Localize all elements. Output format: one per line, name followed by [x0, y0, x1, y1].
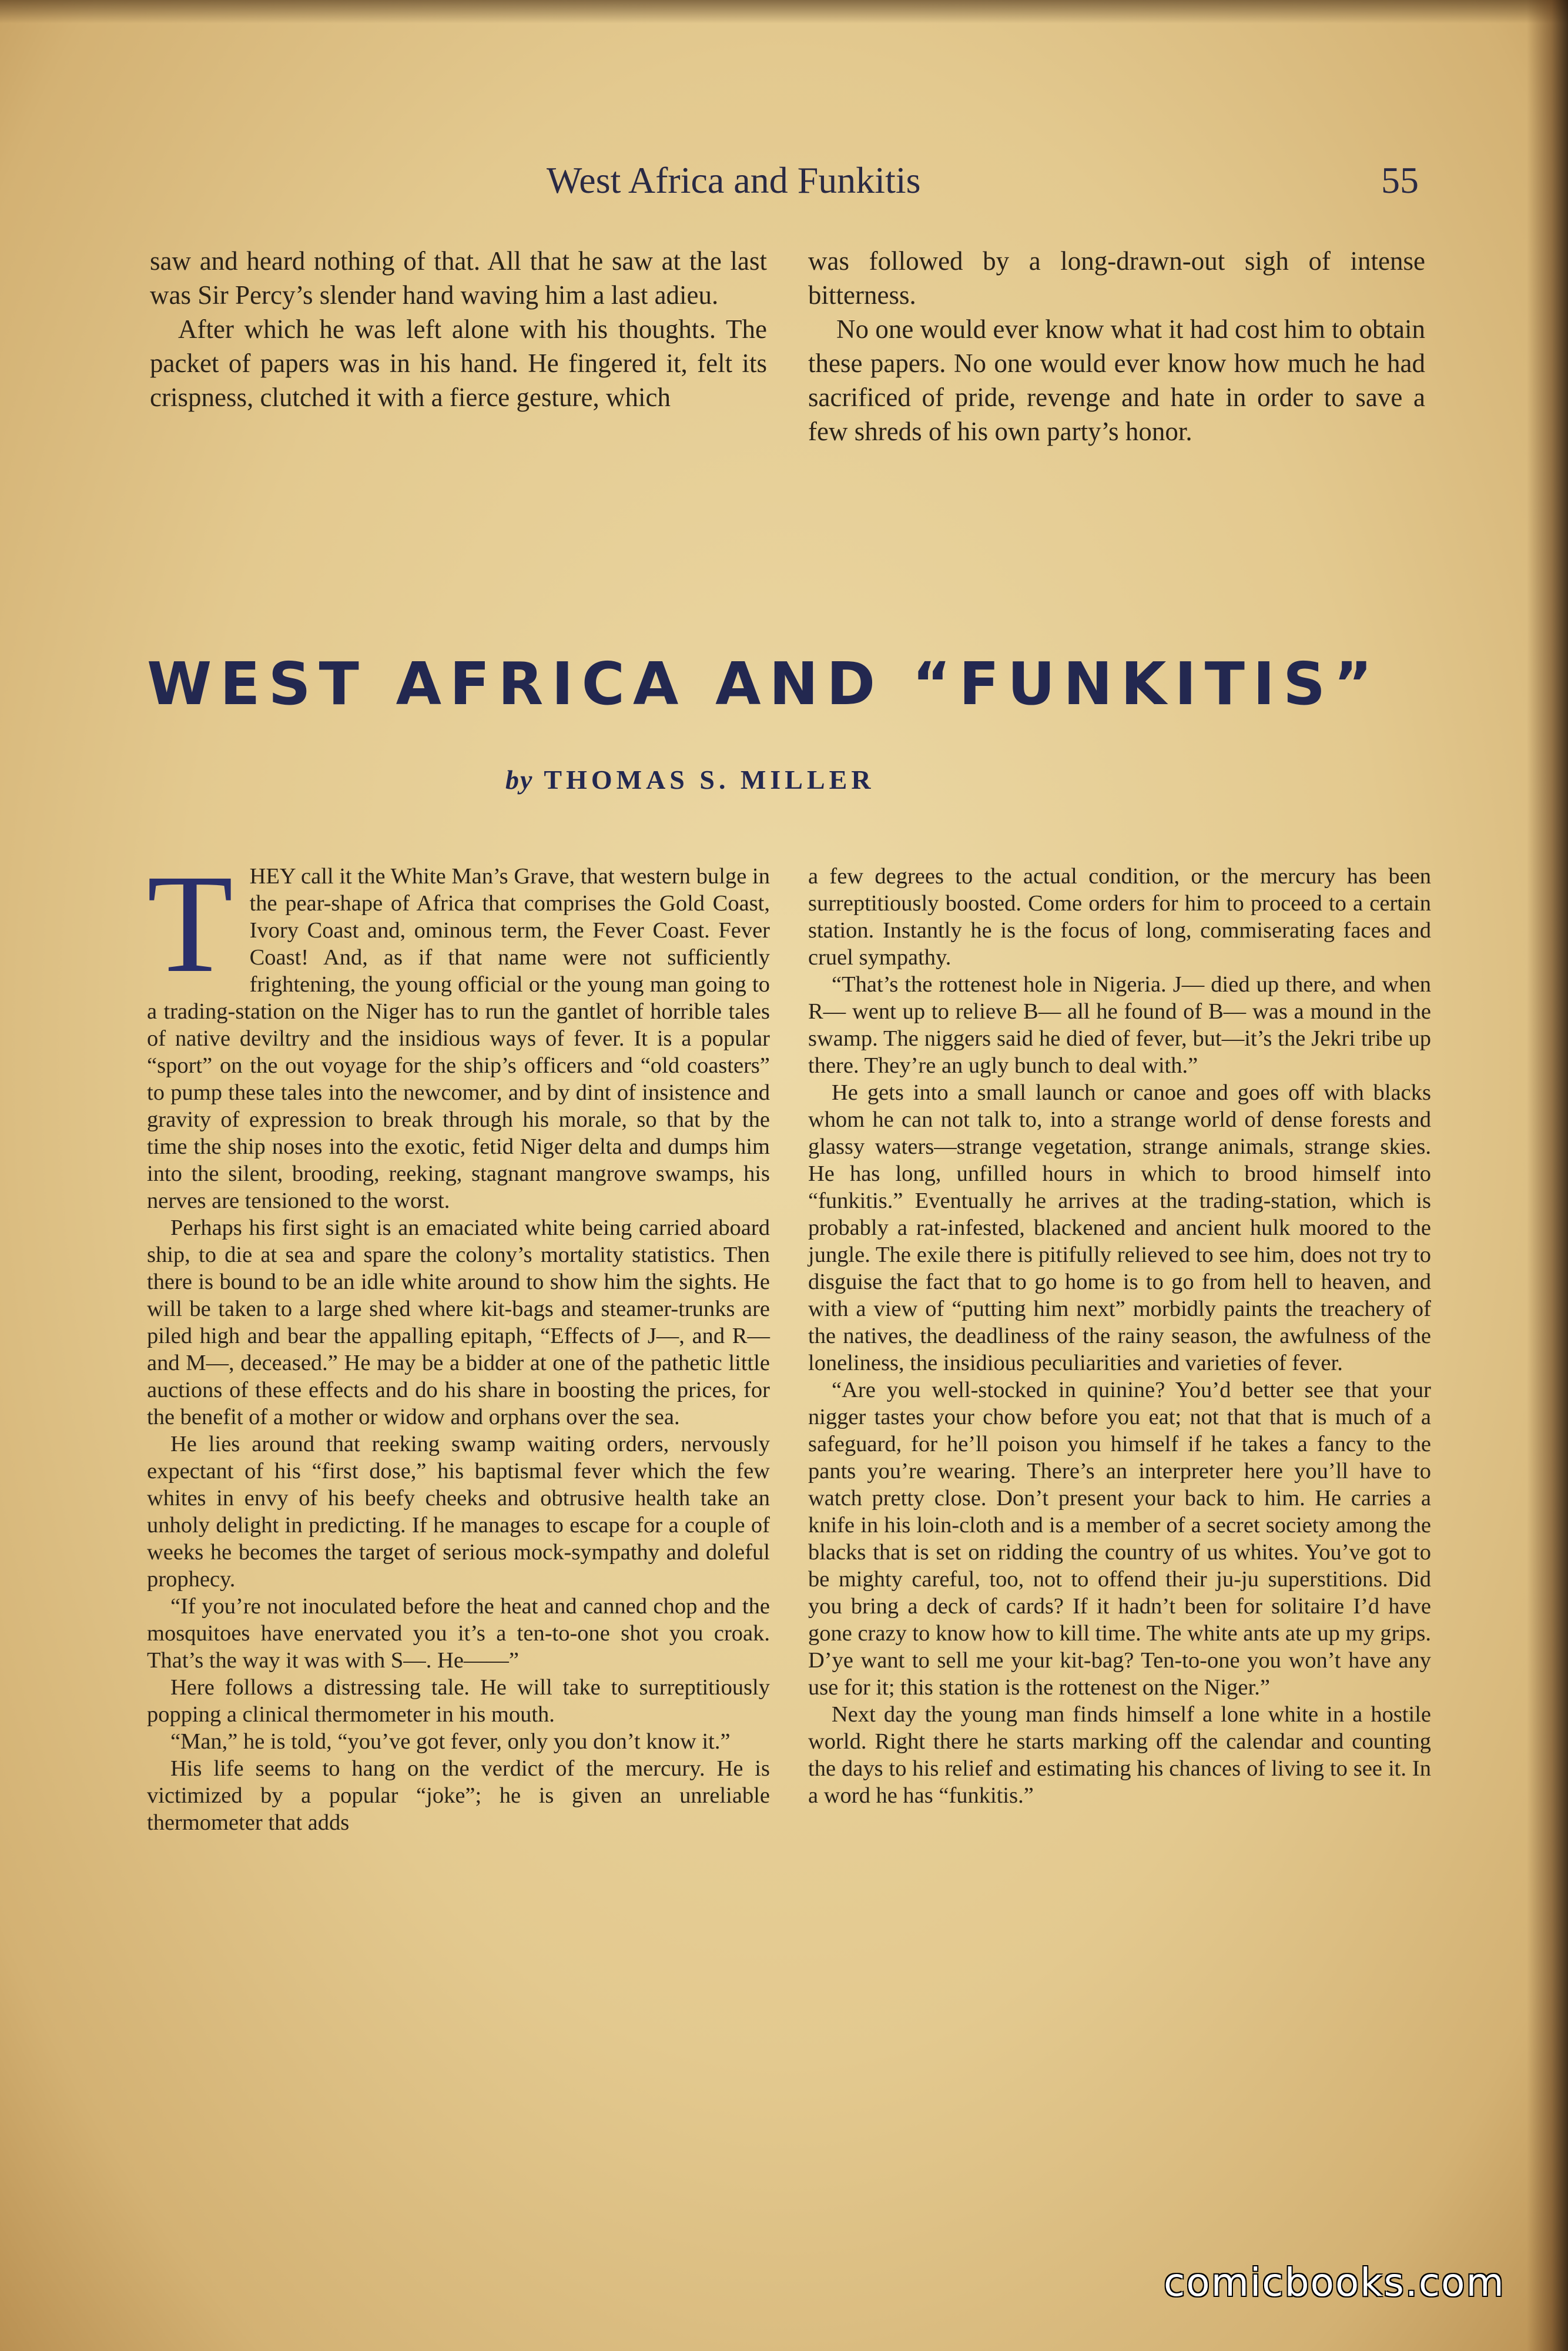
page-top-shadow	[0, 0, 1568, 24]
watermark-logo: comicbooks.com	[1164, 2260, 1505, 2305]
paragraph: “If you’re not inoculated before the heat and canned chop and the mosquitoes have enervated you it’s a ten-to-one shot you croak. That’s the way it was with S—. He——”	[147, 1594, 770, 1673]
drop-cap: T	[147, 845, 233, 1002]
paragraph: He lies around that reeking swamp waiting orders, nervously expectant of his “first dose,” his baptismal fever which the few whites in envy of his beefy cheeks and obtrusive health take an unholy delight in predicting. If he manages to escape for a couple of weeks he becomes the target of serious mock-sympathy and doleful prophecy.	[147, 1432, 770, 1592]
paragraph: Perhaps his first sight is an emaciated white being carried aboard ship, to die at sea and spare the colony’s mortality statistics. Then there is bound to be an idle white around to show him the sights. He will be taken to a large shed where kit-bags and steamer-trunks are piled high and bear the appalling epitaph, “Effects of J—, and R— and M—, deceased.” He may be a bidder at one of the pathetic little auctions of these effects and do his share in boosting the prices, for the benefit of a mother or widow and orphans over the sea.	[147, 1215, 770, 1429]
article-left-column	[147, 845, 770, 1836]
paragraph: “That’s the rottenest hole in Nigeria. J— died up there, and when R— went up to relieve B— all he found of B— was a mound in the swamp. The niggers said he died of fever, but—it’s the Jekri tribe up there. They’re an ugly bunch to deal with.”	[808, 972, 1431, 1078]
article-title: WEST AFRICA AND “FUNKITIS”	[147, 649, 1381, 718]
byline-prefix: by	[505, 765, 534, 795]
paragraph: saw and heard nothing of that. All that he saw at the last was Sir Percy’s slender hand waving him a last adieu.	[150, 246, 767, 310]
paragraph: He gets into a small launch or canoe and goes off with blacks whom he can not talk to, into a strange world of dense forests and glassy waters—strange vegetation, strange animals, strange skies. He has long, unfilled hours in which to brood himself into “funkitis.” Eventually he arrives at the trading-station, which is probably a rat-infested, blackened and ancient hulk moored to the jungle. The exile there is pitifully relieved to see him, does not try to disguise the fact that to go home is to go from hell to heaven, and with a view of “putting him next” morbidly paints the treachery of the natives, the deadliness of the rainy season, the awfulness of the loneliness, the insidious peculiarities and varieties of fever.	[808, 1080, 1431, 1375]
opening-paragraph	[147, 845, 770, 1214]
byline	[505, 764, 875, 795]
paragraph: After which he was left alone with his thoughts. The packet of papers was in his hand. He fingered it, felt its crispness, clutched it with a fierce gesture, which	[150, 314, 767, 412]
previous-story-right-column	[808, 244, 1425, 448]
author-name: THOMAS S. MILLER	[544, 765, 875, 795]
page-number: 55	[1381, 159, 1419, 201]
running-title: West Africa and Funkitis	[547, 159, 921, 201]
paragraph: was followed by a long-drawn-out sigh of intense bitterness.	[808, 246, 1425, 310]
paragraph: Next day the young man finds himself a lone white in a hostile world. Right there he starts marking off the calendar and counting the days to his relief and estimating his chances of living to see it. In a word he has “funkitis.”	[808, 1702, 1431, 1808]
paragraph: No one would ever know what it had cost him to obtain these papers. No one would ever know how much he had sacrificed of pride, revenge and hate in order to save a few shreds of his own party’s honor.	[808, 314, 1425, 446]
paragraph: “Man,” he is told, “you’ve got fever, only you don’t know it.”	[170, 1729, 731, 1754]
previous-story-left-column	[150, 244, 767, 414]
paragraph: “Are you well-stocked in quinine? You’d better see that your nigger tastes your chow before you eat; not that that is much of a safeguard, for he’ll poison you himself if he takes a fancy to the pants you’re wearing. There’s an interpreter here you’ll have to watch pretty close. Don’t present your back to him. He carries a knife in his loin-cloth and is a member of a secret society among the blacks that is set on ridding the country of us whites. You’ve got to be mighty careful, too, not to offend their ju-ju superstitions. Did you bring a deck of cards? If it hadn’t been for solitaire I’d have gone crazy to know how to kill time. The white ants ate up my grips. D’ye want to sell me your kit-bag? Ten-to-one you won’t have any use for it; this station is the rottenest on the Niger.”	[808, 1378, 1431, 1700]
page-binding-shadow	[1527, 0, 1568, 2351]
article-right-column	[808, 863, 1431, 1809]
paragraph: His life seems to hang on the verdict of the mercury. He is victimized by a popular “joke”; he is given an unreliable thermometer that adds	[147, 1756, 770, 1835]
paragraph: Here follows a distressing tale. He will take to surreptitiously popping a clinical thermometer in his mouth.	[147, 1675, 770, 1727]
paragraph: a few degrees to the actual condition, or the mercury has been surreptitiously boosted. Come orders for him to proceed to a certain station. Instantly he is the focus of long, commiserating faces and cruel sympathy.	[808, 864, 1431, 970]
opening-paragraph-text: HEY call it the White Man’s Grave, that western bulge in the pear-shape of Africa that comprises the Gold Coast, Ivory Coast and, ominous term, the Fever Coast. Fever Coast! And, as if that name were not sufficiently frightening, the young official or the young man going to a trading-station on the Niger has to run the gantlet of horrible tales of native deviltry and the insidious ways of fever. It is a popular “sport” on the out voyage for the ship’s officers and “old coasters” to pump these tales into the newcomer, and by dint of insistence and gravity of expression to break through his morale, so that by the time the ship noses into the exotic, fetid Niger delta and dumps him into the silent, brooding, reeking, stagnant mangrove swamps, his nerves are tensioned to the worst.	[147, 864, 770, 1213]
